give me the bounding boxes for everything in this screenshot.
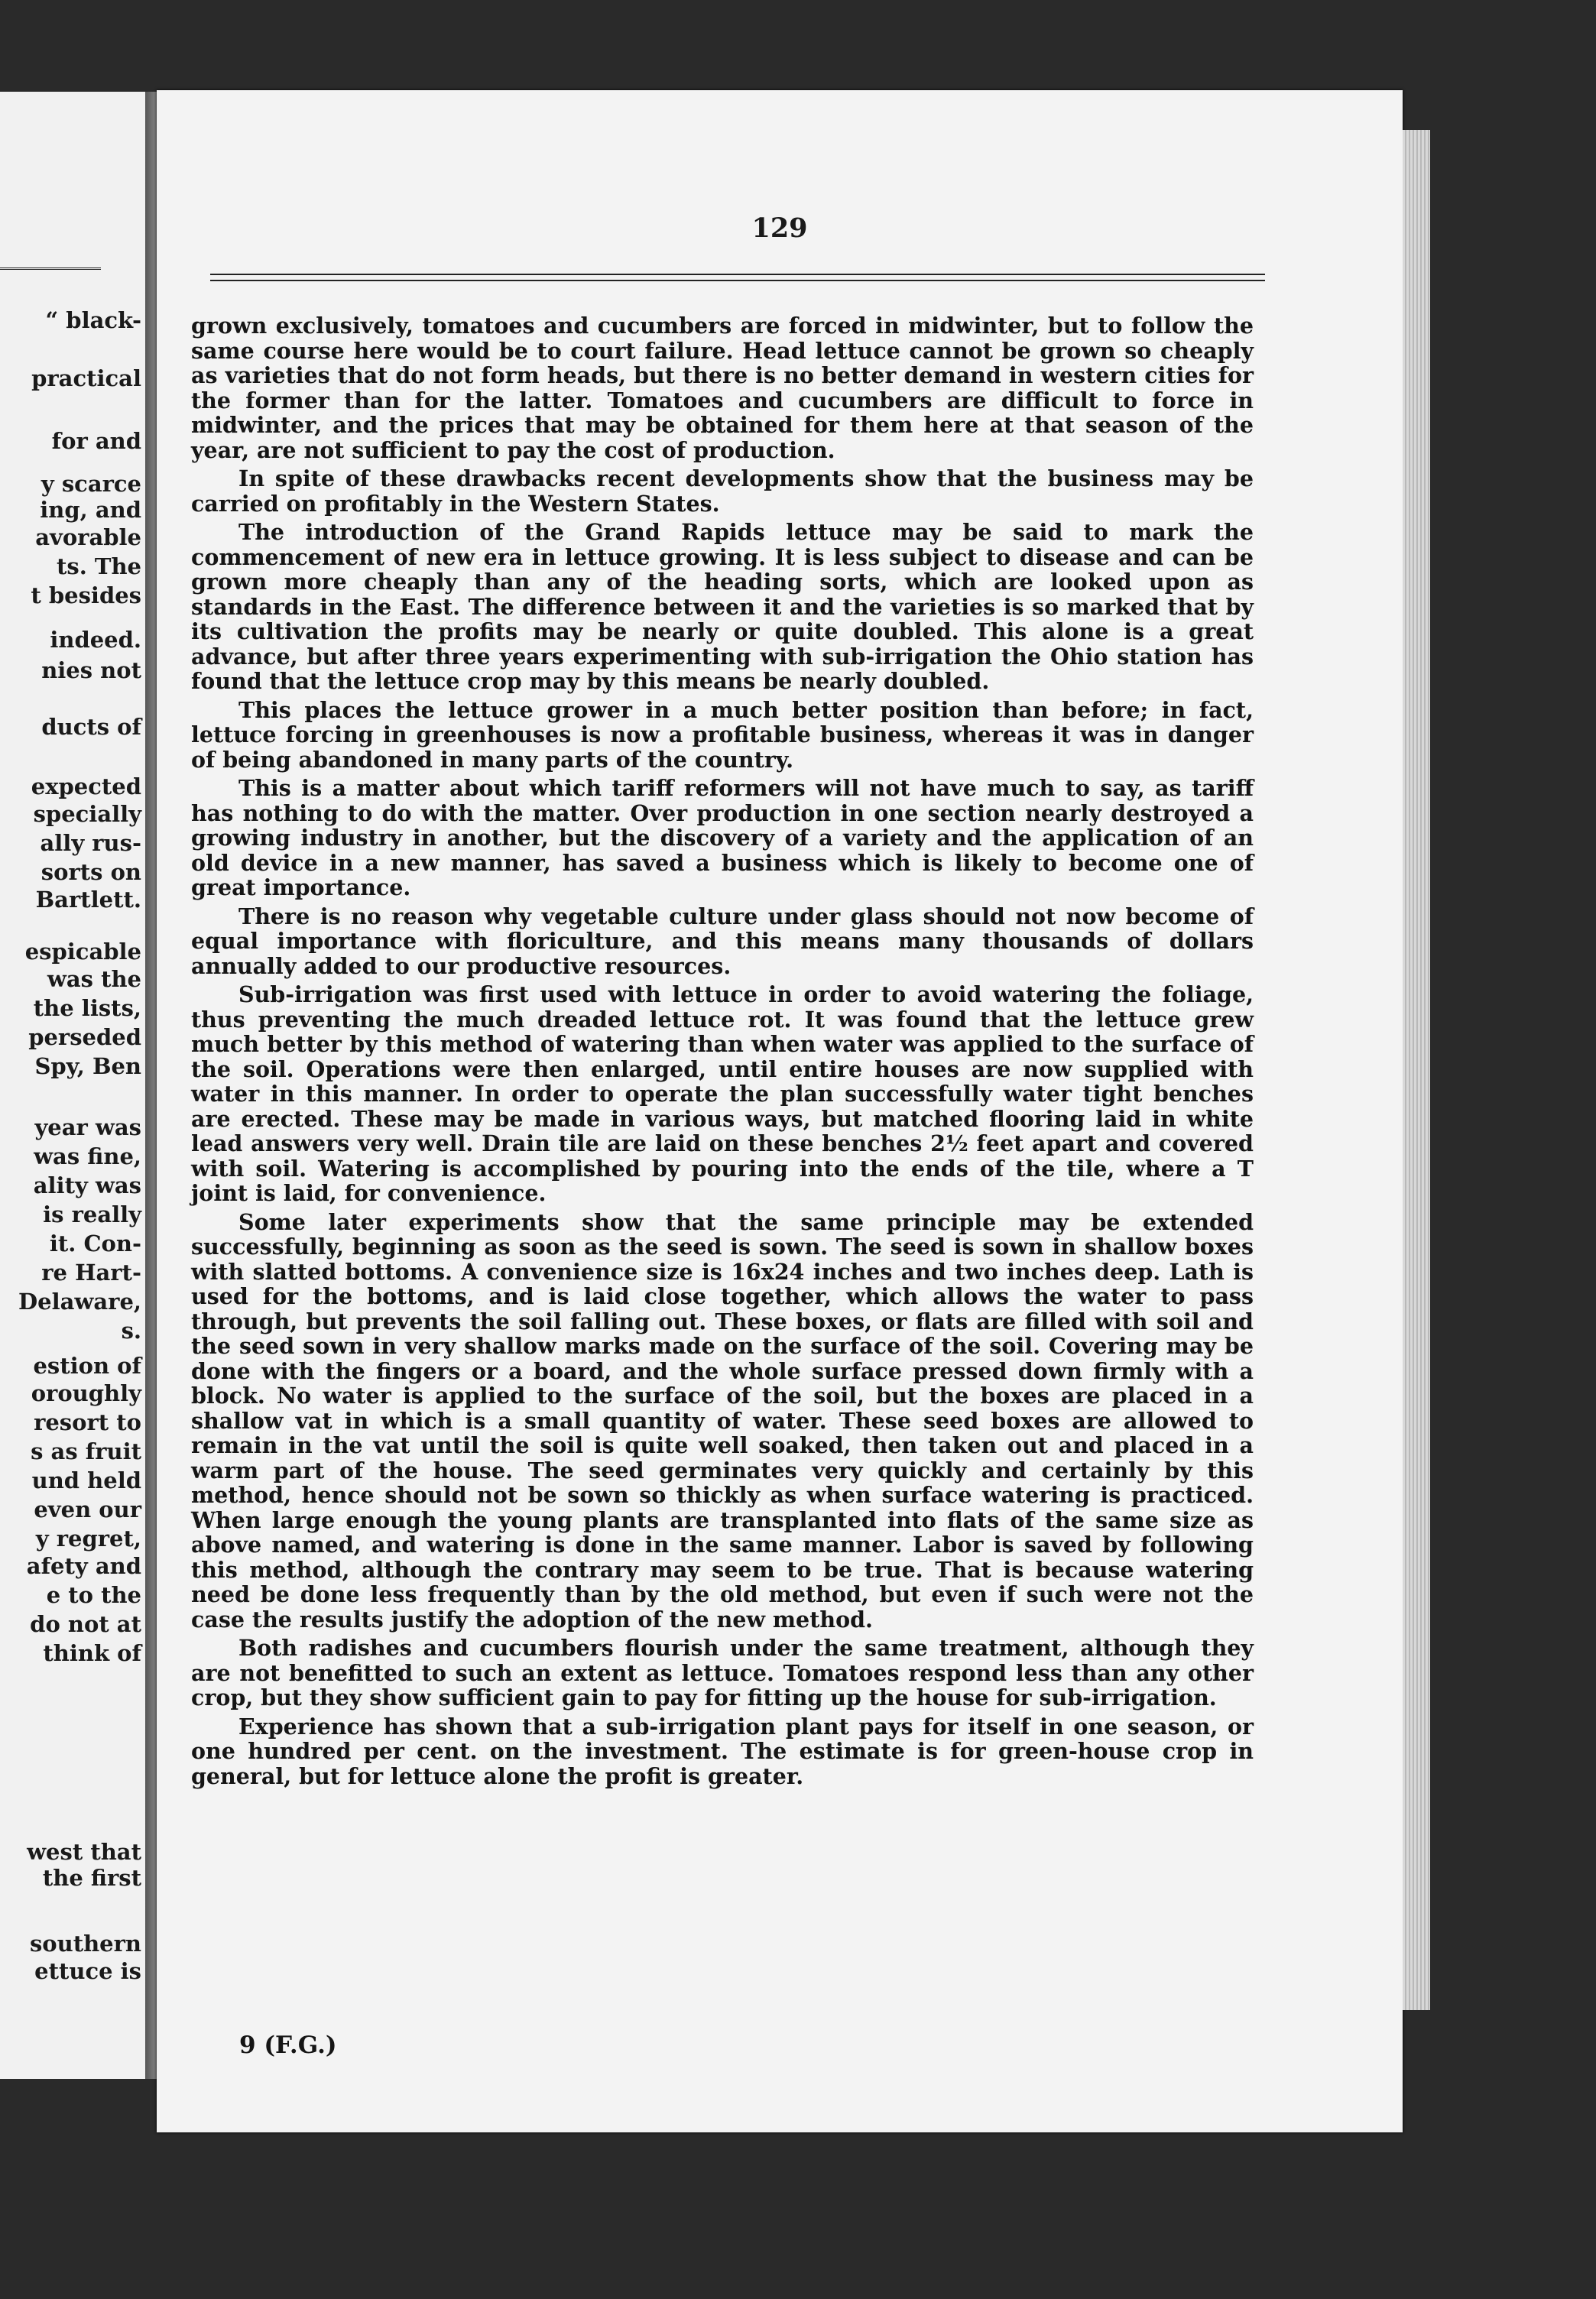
facing-page-line: specially	[33, 801, 141, 827]
facing-page-line: Spy, Ben	[34, 1053, 141, 1079]
facing-page-line: afety and	[26, 1553, 141, 1579]
facing-page-line: ettuce is	[34, 1958, 141, 1984]
facing-page-line: s.	[121, 1318, 141, 1344]
facing-page-line: is really	[43, 1201, 141, 1227]
facing-page-line: resort to	[34, 1409, 141, 1435]
facing-page-line: was fine,	[34, 1143, 141, 1169]
facing-page-line: expected	[31, 773, 141, 799]
facing-page-line: do not at	[30, 1611, 141, 1637]
facing-page-line: ts. The	[56, 553, 141, 579]
page-body	[191, 313, 1254, 1792]
facing-page-line: e to the	[46, 1582, 141, 1608]
facing-page-line: southern	[29, 1931, 141, 1957]
facing-page-line: y scarce	[41, 471, 141, 497]
paragraph: Some later experiments show that the same principle may be extended successfully, beginning as soon as the seed is sown. The seed is sown in shallow boxes with slatted bottoms. A convenience size is 16x24 inches and two inches deep. Lath is used for the bottoms, and is laid close together, which allows the water to pass through, but prevents the soil falling out. These boxes, or flats are filled with soil and the seed sown in very shallow marks made on the surface of the soil. Covering may be done with the fingers or a board, and the whole surface pressed down firmly with a block. No water is applied to the surface of the soil, but the boxes are placed in a shallow vat in which is a small quantity of water. These seed boxes are allowed to remain in the vat until the soil is quite well soaked, then taken out and placed in a warm part of the house. The seed germinates very quickly and certainly by this method, hence should not be sown so thickly as when surface watering is practiced. When large enough the young plants are transplanted into flats of the same size as above named, and watering is done in the same manner. Labor is saved by following this method, although the contrary may seem to be true. That is because watering need be done less frequently than by the old method, but even if such were not the case the results justify the adoption of the new method.	[191, 1208, 1254, 1633]
facing-page-line: Delaware,	[18, 1289, 141, 1315]
book-page	[157, 90, 1403, 2132]
page-number: 129	[751, 212, 808, 244]
facing-page-line: practical	[31, 365, 141, 391]
facing-page-line: for and	[51, 428, 141, 454]
facing-page-line: year was	[34, 1114, 141, 1140]
paragraph: In spite of these drawbacks recent developments show that the business may be carried on profitably in the Western States.	[191, 465, 1254, 517]
paragraph: The introduction of the Grand Rapids lettuce may be said to mark the commencement of new era in lettuce growing. It is less subject to disease and can be grown more cheaply than any of the heading sorts, which are looked upon as standards in the East. The difference between it and the varieties is so marked that by its cultivation the profits may be nearly or quite doubled. This alone is a great advance, but after three years experimenting with sub-irrigation the Ohio station has found that the lettuce crop may by this means be nearly doubled.	[191, 519, 1254, 694]
facing-page-line: s as fruit	[31, 1438, 141, 1464]
facing-page-line: even our	[34, 1496, 141, 1522]
facing-page-line: t besides	[31, 582, 141, 608]
facing-page-line: it. Con-	[49, 1231, 141, 1257]
header-rule	[210, 274, 1265, 281]
facing-page-line: indeed.	[50, 627, 141, 653]
facing-page-line: the lists,	[33, 995, 141, 1021]
facing-page-line: “ black-	[45, 307, 141, 333]
facing-page-line: estion of	[33, 1353, 141, 1379]
facing-page-line: perseded	[28, 1024, 141, 1050]
facing-page-line: the first	[42, 1865, 141, 1891]
paragraph: This places the lettuce grower in a much better position than before; in fact, lettuce forcing in greenhouses is now a profitable business, whereas it was in danger of being abandoned in many parts of the country.	[191, 696, 1254, 773]
paragraph: Sub-irrigation was first used with lettuce in order to avoid watering the foliage, thus preventing the much dreaded lettuce rot. It was found that the lettuce grew much better by this method of watering than when water was applied to the surface of the soil. Operations were then enlarged, until entire houses are now supplied with water in this manner. In order to operate the plan successfully water tight benches are erected. These may be made in various ways, but matched flooring laid in white lead answers very well. Drain tile are laid on these benches 2½ feet apart and covered with soil. Watering is accomplished by pouring into the ends of the tile, where a T joint is laid, for convenience.	[191, 981, 1254, 1206]
facing-page	[0, 92, 147, 2079]
facing-page-line: west that	[27, 1839, 141, 1865]
paragraph: Experience has shown that a sub-irrigation plant pays for itself in one season, or one hundred per cent. on the investment. The estimate is for green-house crop in general, but for lettuce alone the profit is greater.	[191, 1713, 1254, 1789]
facing-page-rule	[0, 268, 101, 270]
facing-page-line: re Hart-	[41, 1260, 141, 1286]
facing-page-line: think of	[43, 1640, 141, 1666]
paragraph: Both radishes and cucumbers flourish under the same treatment, although they are not benefitted to such an extent as lettuce. Tomatoes respond less than any other crop, but they show sufficient gain to pay for fitting up the house for sub-irrigation.	[191, 1635, 1254, 1710]
facing-page-line: ality was	[33, 1172, 141, 1198]
facing-page-line: oroughly	[31, 1380, 141, 1406]
signature-mark: 9 (F.G.)	[239, 2031, 337, 2059]
facing-page-line: nies not	[41, 657, 141, 683]
facing-page-line: sorts on	[41, 859, 141, 885]
page-edges	[1403, 130, 1430, 2010]
facing-page-line: ducts of	[41, 714, 141, 740]
paragraph: This is a matter about which tariff reformers will not have much to say, as tariff has nothing to do with the matter. Over production in one section nearly destroyed a growing industry in another, but the discovery of a variety and the application of an old device in a new manner, has saved a business which is likely to become one of great importance.	[191, 775, 1254, 900]
facing-page-line: ally rus-	[40, 830, 141, 856]
facing-page-line: was the	[47, 966, 141, 992]
facing-page-line: avorable	[35, 524, 141, 550]
paragraph: There is no reason why vegetable culture under glass should not now become of equal importance with floriculture, and this means many thousands of dollars annually added to our productive resources.	[191, 903, 1254, 979]
paragraph: grown exclusively, tomatoes and cucumbers are forced in midwinter, but to follow the same course here would be to court failure. Head lettuce cannot be grown so cheaply as varieties that do not form heads, but there is no better demand in western cities for the former than for the latter. Tomatoes and cucumbers are difficult to force in midwinter, and the prices that may be obtained for them here at that season of the year, are not sufficient to pay the cost of production.	[191, 313, 1254, 463]
facing-page-line: und held	[31, 1467, 141, 1493]
facing-page-line: ing, and	[40, 497, 141, 523]
facing-page-line: y regret,	[35, 1526, 141, 1552]
facing-page-line: Bartlett.	[35, 887, 141, 913]
facing-page-line: espicable	[24, 939, 141, 965]
